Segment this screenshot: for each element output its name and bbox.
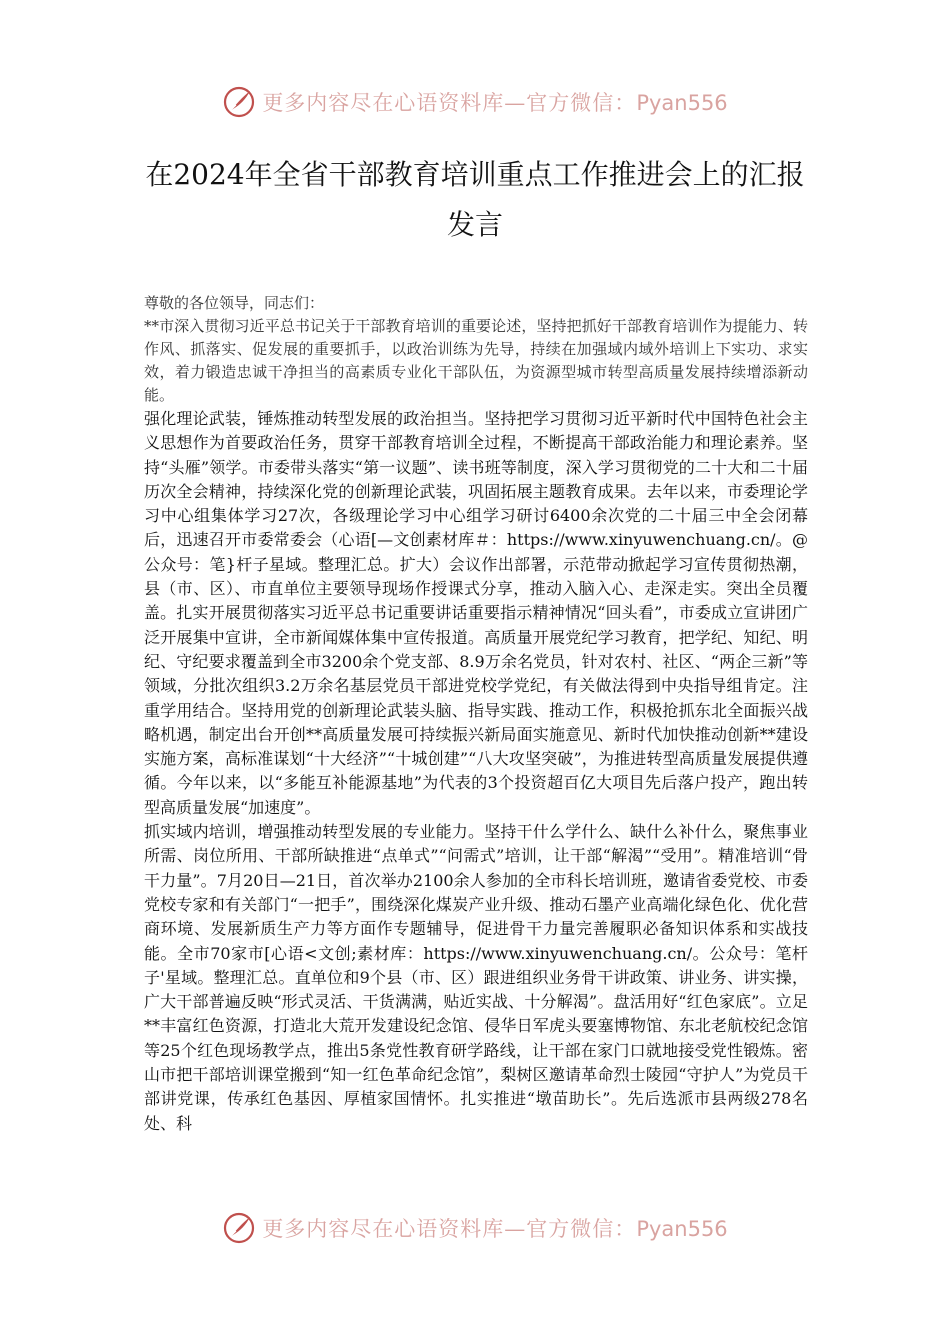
quill-logo-icon bbox=[222, 1211, 256, 1245]
document-title: 在2024年全省干部教育培训重点工作推进会上的汇报发言 bbox=[145, 158, 805, 241]
banner-text bbox=[262, 87, 727, 117]
banner-label: 更多内容尽在心语资料库—官方微信： bbox=[262, 91, 637, 115]
body-paragraph: 强化理论武装，锤炼推动转型发展的政治担当。坚持把学习贯彻习近平新时代中国特色社会主义思想作为首要政治任务，贯穿干部教育培训全过程，不断提高干部政治能力和理论素养。坚持“头雁”领学。市委带头落实“第一议题”、读书班等制度，深入学习贯彻党的二十大和二十届历次全会精神，持续深化党的创新理论武装，巩固拓展主题教育成果。去年以来，市委理论学习中心组集体学习27次，各级理论学习中心组学习研讨6400余次党的二十届三中全会闭幕后，迅速召开市委常委会（心语[—文创素材库＃：https://www.xinyuwenchuang.cn/。@公众号：笔}杆子星域。整理汇总。扩大）会议作出部署，示范带动掀起学习宣传贯彻热潮，县（市、区）、市直单位主要领导现场作授课式分享，推动入脑入心、走深走实。突出全员覆盖。扎实开展贯彻落实习近平总书记重要讲话重要指示精神情况“回头看”，市委成立宣讲团广泛开展集中宣讲，全市新闻媒体集中宣传报道。高质量开展党纪学习教育，把学纪、知纪、明纪、守纪要求覆盖到全市3200余个党支部、8.9万余名党员，针对农村、社区、“两企三新”等领域，分批次组织3.2万余名基层党员干部进党校学党纪，有关做法得到中央指导组肯定。注重学用结合。坚持用党的创新理论武装头脑、指导实践、推动工作，积极抢抓东北全面振兴战略机遇，制定出台开创**高质量发展可持续振兴新局面实施意见、新时代加快推动创新**建设实施方案，高标准谋划“十大经济”“十城创建”“八大攻坚突破”，为推进转型高质量发展提供遵循。今年以来，以“多能互补能源基地”为代表的3个投资超百亿大项目先后落户投产，跑出转型高质量发展“加速度”。 bbox=[144, 409, 808, 817]
quill-logo-icon bbox=[222, 85, 256, 119]
body-paragraph: 抓实域内培训，增强推动转型发展的专业能力。坚持干什么学什么、缺什么补什么，聚焦事业所需、岗位所用、干部所缺推进“点单式”“问需式”培训，让干部“解渴”“受用”。精准培训“骨干力量”。7月20日—21日，首次举办2100余人参加的全市科长培训班，邀请省委党校、市委党校专家和有关部门“一把手”，围绕深化煤炭产业升级、推动石墨产业高端化绿色化、优化营商环境、发展新质生产力等方面作专题辅导，促进骨干力量完善履职必备知识体系和实战技能。全市70家市[心语<文创;素材库：https://www.xinyuwenchuang.cn/。公众号：笔杆子'星域。整理汇总。直单位和9个县（市、区）跟进组织业务骨干讲政策、讲业务、讲实操，广大干部普遍反映“形式灵活、干货满满，贴近实战、十分解渴”。盘活用好“红色家底”。立足**丰富红色资源，打造北大荒开发建设纪念馆、侵华日军虎头要塞博物馆、东北老航校纪念馆等25个红色现场教学点，推出5条党性教育研学路线，让干部在家门口就地接受党性锻炼。密山市把干部培训课堂搬到“知一红色革命纪念馆”，梨树区邀请革命烈士陵园“守护人”为党员干部讲党课，传承红色基因、厚植家国情怀。扎实推进“墩苗助长”。先后选派市县两级278名处、科 bbox=[144, 822, 808, 1133]
header-watermark-banner bbox=[0, 82, 950, 122]
document-body bbox=[144, 292, 808, 1136]
banner-text bbox=[262, 1213, 727, 1243]
footer-watermark-banner bbox=[0, 1208, 950, 1248]
banner-brand: Pyan556 bbox=[636, 91, 728, 115]
salutation: 尊敬的各位领导，同志们： bbox=[144, 294, 325, 312]
banner-label: 更多内容尽在心语资料库—官方微信： bbox=[262, 1217, 637, 1241]
banner-brand: Pyan556 bbox=[636, 1217, 728, 1241]
intro-paragraph: **市深入贯彻习近平总书记关于干部教育培训的重要论述，坚持把抓好干部教育培训作为提能力、转作风、抓落实、促发展的重要抓手，以政治训练为先导，持续在加强域内域外培训上下实功、求实效，着力锻造忠诚干净担当的高素质专业化干部队伍，为资源型城市转型高质量发展持续增添新动能。 bbox=[144, 317, 808, 404]
